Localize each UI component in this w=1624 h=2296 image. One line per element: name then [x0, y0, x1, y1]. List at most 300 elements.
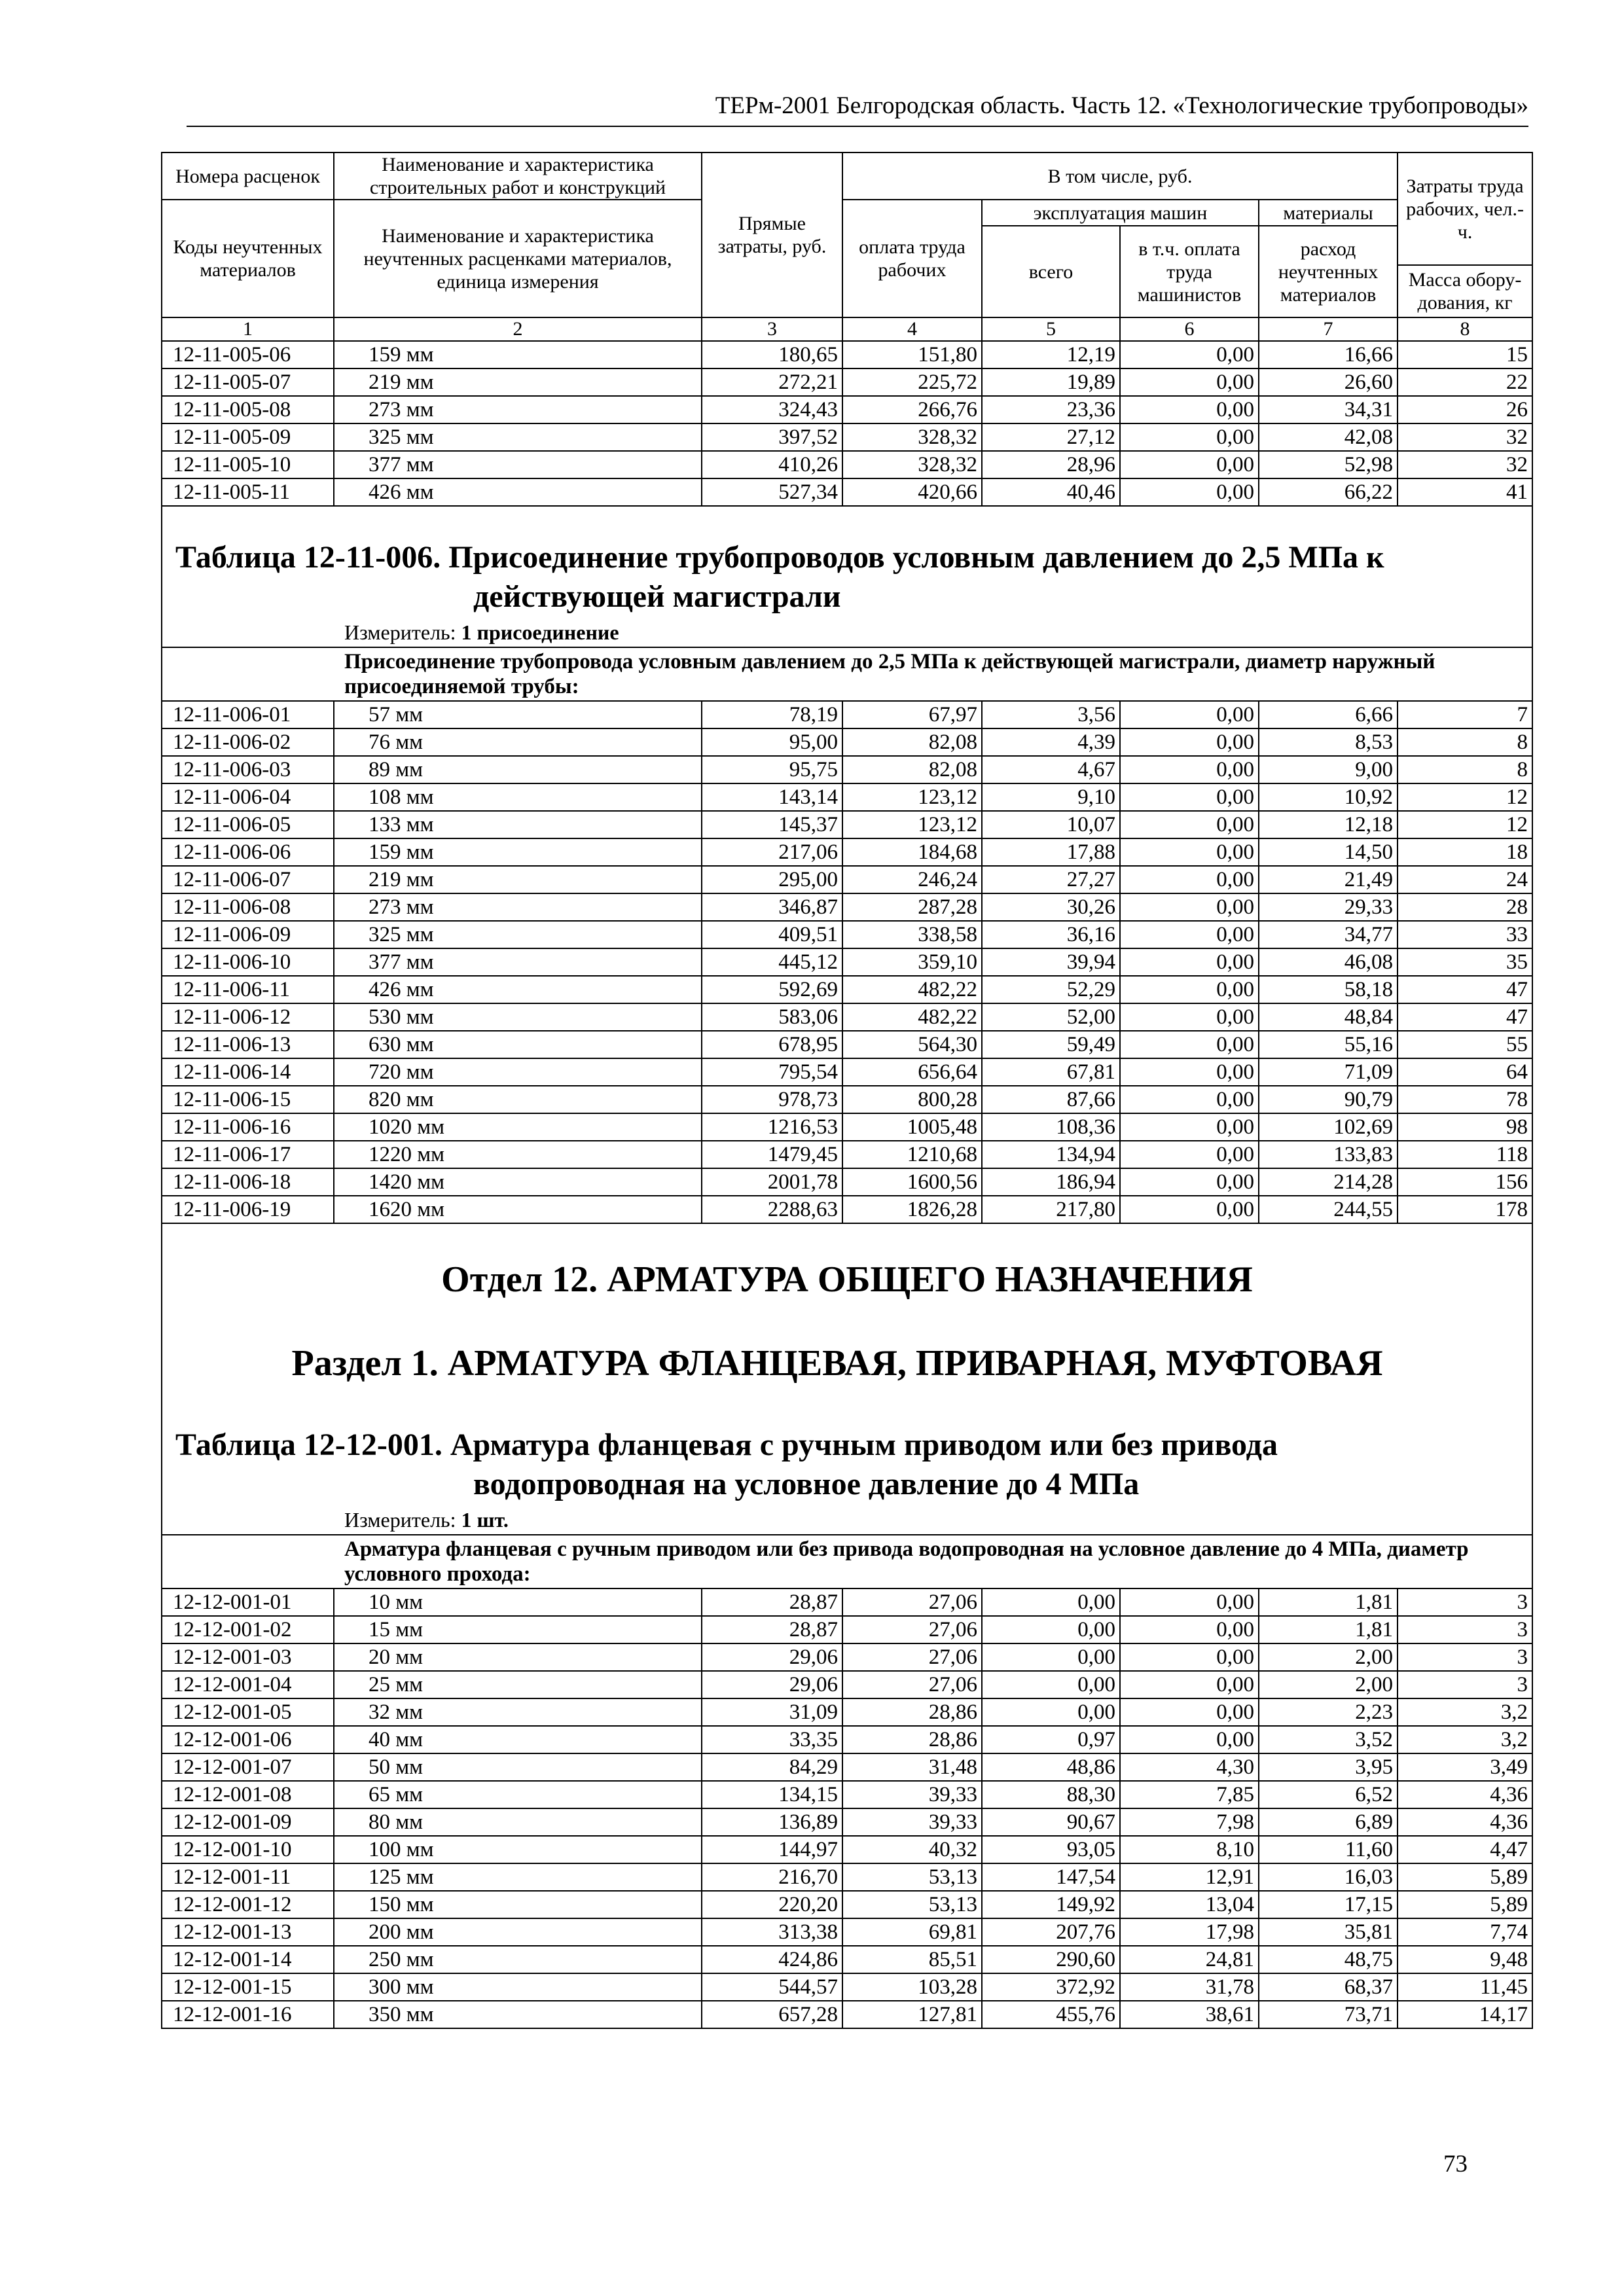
- machinists-pay-cell: 0,00: [1120, 1588, 1259, 1616]
- col-direct-costs-header: Прямые затраты, руб.: [702, 152, 842, 317]
- machinists-pay-cell: 0,00: [1120, 451, 1259, 478]
- rate-code-cell: 12-12-001-13: [162, 1918, 334, 1946]
- table-row: [162, 1643, 1532, 1671]
- labor-or-mass-cell: 4,36: [1398, 1808, 1532, 1836]
- labor-pay-cell: 40,32: [842, 1836, 982, 1863]
- labor-or-mass-cell: 3: [1398, 1588, 1532, 1616]
- machinists-pay-cell: 0,00: [1120, 976, 1259, 1003]
- rate-code-cell: 12-12-001-06: [162, 1726, 334, 1753]
- machinists-pay-cell: 0,00: [1120, 1671, 1259, 1698]
- rate-code-cell: 12-12-001-12: [162, 1891, 334, 1918]
- labor-pay-cell: 800,28: [842, 1086, 982, 1113]
- rate-name-cell: 377 мм: [334, 948, 702, 976]
- rate-name-cell: 65 мм: [334, 1781, 702, 1808]
- machinists-pay-cell: 7,85: [1120, 1781, 1259, 1808]
- table-row: [162, 1168, 1532, 1196]
- materials-cell: 71,09: [1259, 1058, 1398, 1086]
- machinists-pay-cell: 13,04: [1120, 1891, 1259, 1918]
- machines-total-cell: 134,94: [982, 1141, 1120, 1168]
- rate-code-cell: 12-11-005-07: [162, 368, 334, 396]
- rate-code-cell: 12-12-001-03: [162, 1643, 334, 1671]
- table-row: [162, 2001, 1532, 2028]
- rate-code-cell: 12-11-006-11: [162, 976, 334, 1003]
- labor-or-mass-cell: 3: [1398, 1616, 1532, 1643]
- rate-name-cell: 10 мм: [334, 1588, 702, 1616]
- direct-costs-cell: 143,14: [702, 783, 842, 811]
- labor-pay-cell: 28,86: [842, 1726, 982, 1753]
- table-row: [162, 368, 1532, 396]
- machinists-pay-cell: 0,00: [1120, 368, 1259, 396]
- rate-name-cell: 40 мм: [334, 1726, 702, 1753]
- rate-name-cell: 20 мм: [334, 1643, 702, 1671]
- direct-costs-cell: 313,38: [702, 1918, 842, 1946]
- materials-cell: 133,83: [1259, 1141, 1398, 1168]
- machines-total-cell: 4,67: [982, 756, 1120, 783]
- direct-costs-cell: 295,00: [702, 866, 842, 893]
- machines-total-cell: 217,80: [982, 1196, 1120, 1223]
- direct-costs-cell: 134,15: [702, 1781, 842, 1808]
- rate-name-cell: 1220 мм: [334, 1141, 702, 1168]
- direct-costs-cell: 272,21: [702, 368, 842, 396]
- materials-cell: 11,60: [1259, 1836, 1398, 1863]
- machinists-pay-cell: 0,00: [1120, 838, 1259, 866]
- rate-name-cell: 300 мм: [334, 1973, 702, 2001]
- rate-code-cell: 12-11-006-16: [162, 1113, 334, 1141]
- table-row: [162, 1031, 1532, 1058]
- machinists-pay-cell: 0,00: [1120, 1196, 1259, 1223]
- rows-12-11-005: [162, 341, 1532, 506]
- machinists-pay-cell: 0,00: [1120, 866, 1259, 893]
- machines-total-cell: 455,76: [982, 2001, 1120, 2028]
- rate-code-cell: 12-11-006-03: [162, 756, 334, 783]
- rate-code-cell: 12-11-006-18: [162, 1168, 334, 1196]
- materials-cell: 52,98: [1259, 451, 1398, 478]
- machines-total-cell: 23,36: [982, 396, 1120, 423]
- machinists-pay-cell: 0,00: [1120, 396, 1259, 423]
- labor-or-mass-cell: 7,74: [1398, 1918, 1532, 1946]
- machines-total-cell: 290,60: [982, 1946, 1120, 1973]
- direct-costs-cell: 29,06: [702, 1643, 842, 1671]
- machines-total-cell: 36,16: [982, 921, 1120, 948]
- materials-cell: 34,77: [1259, 921, 1398, 948]
- labor-pay-cell: 656,64: [842, 1058, 982, 1086]
- col-work-name-header: Наименование и характеристика строительных работ и конструкций: [334, 152, 702, 200]
- machinists-pay-cell: 0,00: [1120, 1616, 1259, 1643]
- table-row: [162, 838, 1532, 866]
- labor-pay-cell: 27,06: [842, 1643, 982, 1671]
- table-row: [162, 1588, 1532, 1616]
- column-number: 1: [162, 317, 334, 341]
- table-row: [162, 921, 1532, 948]
- table-12-11-006-heading: [162, 506, 1532, 701]
- labor-or-mass-cell: 3,49: [1398, 1753, 1532, 1781]
- labor-pay-cell: 103,28: [842, 1973, 982, 2001]
- col-materials-consumption-header: расход неучтенных материалов: [1259, 226, 1398, 317]
- labor-or-mass-cell: 32: [1398, 423, 1532, 451]
- machinists-pay-cell: 0,00: [1120, 948, 1259, 976]
- group-description: Присоединение трубопровода условным давлением до 2,5 МПа к действующей магистрали, диаметр наружный присоединяемой трубы:: [162, 647, 1532, 701]
- table-row: [162, 1891, 1532, 1918]
- table-row: [162, 1726, 1532, 1753]
- rate-name-cell: 108 мм: [334, 783, 702, 811]
- rate-name-cell: 250 мм: [334, 1946, 702, 1973]
- rate-name-cell: 15 мм: [334, 1616, 702, 1643]
- labor-or-mass-cell: 26: [1398, 396, 1532, 423]
- rate-name-cell: 530 мм: [334, 1003, 702, 1031]
- labor-or-mass-cell: 47: [1398, 976, 1532, 1003]
- table-row: [162, 1918, 1532, 1946]
- materials-cell: 3,95: [1259, 1753, 1398, 1781]
- machinists-pay-cell: 24,81: [1120, 1946, 1259, 1973]
- machines-total-cell: 12,19: [982, 341, 1120, 368]
- materials-cell: 1,81: [1259, 1588, 1398, 1616]
- group-description: Арматура фланцевая с ручным приводом или без привода водопроводная на условное давление до 4 МПа, диаметр условного прохода:: [162, 1535, 1532, 1588]
- machines-total-cell: 19,89: [982, 368, 1120, 396]
- rate-code-cell: 12-12-001-04: [162, 1671, 334, 1698]
- col-rate-numbers-header: Номера расценок: [162, 152, 334, 200]
- rate-name-cell: 325 мм: [334, 921, 702, 948]
- machinists-pay-cell: 0,00: [1120, 1031, 1259, 1058]
- direct-costs-cell: 583,06: [702, 1003, 842, 1031]
- machines-total-cell: 149,92: [982, 1891, 1120, 1918]
- department-title: Отдел 12. АРМАТУРА ОБЩЕГО НАЗНАЧЕНИЯ: [441, 1259, 1253, 1300]
- machinists-pay-cell: 0,00: [1120, 701, 1259, 728]
- rate-code-cell: 12-11-005-06: [162, 341, 334, 368]
- direct-costs-cell: 1216,53: [702, 1113, 842, 1141]
- machines-total-cell: 186,94: [982, 1168, 1120, 1196]
- rate-name-cell: 219 мм: [334, 368, 702, 396]
- labor-or-mass-cell: 12: [1398, 811, 1532, 838]
- labor-or-mass-cell: 7: [1398, 701, 1532, 728]
- table-title-line2: действующей магистрали: [473, 579, 841, 614]
- materials-cell: 73,71: [1259, 2001, 1398, 2028]
- labor-or-mass-cell: 3,2: [1398, 1726, 1532, 1753]
- labor-pay-cell: 123,12: [842, 811, 982, 838]
- materials-cell: 66,22: [1259, 478, 1398, 506]
- measure-label: Измеритель:: [344, 1508, 456, 1532]
- materials-cell: 34,31: [1259, 396, 1398, 423]
- direct-costs-cell: 409,51: [702, 921, 842, 948]
- labor-pay-cell: 287,28: [842, 893, 982, 921]
- machines-total-cell: 87,66: [982, 1086, 1120, 1113]
- labor-or-mass-cell: 156: [1398, 1168, 1532, 1196]
- machines-total-cell: 93,05: [982, 1836, 1120, 1863]
- labor-pay-cell: 359,10: [842, 948, 982, 976]
- labor-pay-cell: 1600,56: [842, 1168, 982, 1196]
- machines-total-cell: 10,07: [982, 811, 1120, 838]
- labor-or-mass-cell: 22: [1398, 368, 1532, 396]
- machinists-pay-cell: 31,78: [1120, 1973, 1259, 2001]
- table-row: [162, 1753, 1532, 1781]
- labor-pay-cell: 123,12: [842, 783, 982, 811]
- machines-total-cell: 90,67: [982, 1808, 1120, 1836]
- table-row: [162, 341, 1532, 368]
- labor-or-mass-cell: 55: [1398, 1031, 1532, 1058]
- rate-name-cell: 426 мм: [334, 478, 702, 506]
- labor-pay-cell: 1005,48: [842, 1113, 982, 1141]
- labor-pay-cell: 85,51: [842, 1946, 982, 1973]
- labor-pay-cell: 53,13: [842, 1863, 982, 1891]
- labor-or-mass-cell: 5,89: [1398, 1863, 1532, 1891]
- rates-table-frame: [161, 152, 1532, 2029]
- machines-total-cell: 207,76: [982, 1918, 1120, 1946]
- labor-pay-cell: 482,22: [842, 1003, 982, 1031]
- rate-name-cell: 200 мм: [334, 1918, 702, 1946]
- table-row: [162, 1003, 1532, 1031]
- table-row: [162, 396, 1532, 423]
- labor-or-mass-cell: 14,17: [1398, 2001, 1532, 2028]
- rate-name-cell: 159 мм: [334, 838, 702, 866]
- machines-total-cell: 39,94: [982, 948, 1120, 976]
- machinists-pay-cell: 0,00: [1120, 1113, 1259, 1141]
- machinists-pay-cell: 0,00: [1120, 478, 1259, 506]
- rate-code-cell: 12-11-005-08: [162, 396, 334, 423]
- machines-total-cell: 9,10: [982, 783, 1120, 811]
- materials-cell: 16,03: [1259, 1863, 1398, 1891]
- materials-cell: 55,16: [1259, 1031, 1398, 1058]
- rate-code-cell: 12-11-006-10: [162, 948, 334, 976]
- machinists-pay-cell: 0,00: [1120, 756, 1259, 783]
- rows-12-11-006: [162, 701, 1532, 1223]
- direct-costs-cell: 424,86: [702, 1946, 842, 1973]
- labor-pay-cell: 225,72: [842, 368, 982, 396]
- materials-cell: 48,84: [1259, 1003, 1398, 1031]
- labor-or-mass-cell: 15: [1398, 341, 1532, 368]
- rate-code-cell: 12-11-006-02: [162, 728, 334, 756]
- rate-code-cell: 12-11-005-10: [162, 451, 334, 478]
- labor-or-mass-cell: 33: [1398, 921, 1532, 948]
- rate-name-cell: 25 мм: [334, 1671, 702, 1698]
- rate-code-cell: 12-11-006-07: [162, 866, 334, 893]
- materials-cell: 9,00: [1259, 756, 1398, 783]
- machines-total-cell: 30,26: [982, 893, 1120, 921]
- machinists-pay-cell: 0,00: [1120, 1726, 1259, 1753]
- materials-cell: 29,33: [1259, 893, 1398, 921]
- table-row: [162, 811, 1532, 838]
- direct-costs-cell: 78,19: [702, 701, 842, 728]
- table-row: [162, 893, 1532, 921]
- machines-total-cell: 27,27: [982, 866, 1120, 893]
- materials-cell: 21,49: [1259, 866, 1398, 893]
- labor-or-mass-cell: 8: [1398, 728, 1532, 756]
- labor-or-mass-cell: 4,47: [1398, 1836, 1532, 1863]
- machines-total-cell: 27,12: [982, 423, 1120, 451]
- rates-table: [161, 152, 1533, 2029]
- labor-or-mass-cell: 3,2: [1398, 1698, 1532, 1726]
- machinists-pay-cell: 38,61: [1120, 2001, 1259, 2028]
- materials-cell: 6,52: [1259, 1781, 1398, 1808]
- table-row: [162, 478, 1532, 506]
- table-row: [162, 1113, 1532, 1141]
- labor-pay-cell: 39,33: [842, 1808, 982, 1836]
- table-row: [162, 1058, 1532, 1086]
- labor-or-mass-cell: 8: [1398, 756, 1532, 783]
- materials-cell: 2,00: [1259, 1671, 1398, 1698]
- rate-name-cell: 32 мм: [334, 1698, 702, 1726]
- table-row: [162, 1808, 1532, 1836]
- direct-costs-cell: 28,87: [702, 1616, 842, 1643]
- table-row: [162, 1698, 1532, 1726]
- rate-code-cell: 12-11-006-13: [162, 1031, 334, 1058]
- materials-header: материалы: [1259, 200, 1398, 226]
- rate-code-cell: 12-12-001-01: [162, 1588, 334, 1616]
- machines-total-cell: 0,00: [982, 1588, 1120, 1616]
- direct-costs-cell: 795,54: [702, 1058, 842, 1086]
- materials-cell: 2,00: [1259, 1643, 1398, 1671]
- direct-costs-cell: 95,75: [702, 756, 842, 783]
- rate-code-cell: 12-12-001-07: [162, 1753, 334, 1781]
- machines-total-cell: 0,97: [982, 1726, 1120, 1753]
- column-number: 5: [982, 317, 1120, 341]
- table-row: [162, 976, 1532, 1003]
- measure-unit: [162, 1504, 1532, 1534]
- labor-or-mass-cell: 41: [1398, 478, 1532, 506]
- labor-pay-cell: 27,06: [842, 1671, 982, 1698]
- table-row: [162, 948, 1532, 976]
- rate-name-cell: 150 мм: [334, 1891, 702, 1918]
- machines-total-cell: 4,39: [982, 728, 1120, 756]
- rate-code-cell: 12-11-006-14: [162, 1058, 334, 1086]
- column-numbers-row: [162, 317, 1532, 341]
- machinists-pay-cell: 0,00: [1120, 423, 1259, 451]
- rate-name-cell: 720 мм: [334, 1058, 702, 1086]
- machinists-pay-cell: 0,00: [1120, 893, 1259, 921]
- rate-code-cell: 12-11-006-17: [162, 1141, 334, 1168]
- labor-pay-cell: 338,58: [842, 921, 982, 948]
- machines-total-cell: 88,30: [982, 1781, 1120, 1808]
- direct-costs-cell: 29,06: [702, 1671, 842, 1698]
- materials-cell: 16,66: [1259, 341, 1398, 368]
- direct-costs-cell: 1479,45: [702, 1141, 842, 1168]
- rate-name-cell: 377 мм: [334, 451, 702, 478]
- direct-costs-cell: 592,69: [702, 976, 842, 1003]
- table-row: [162, 1671, 1532, 1698]
- machines-total-cell: 28,96: [982, 451, 1120, 478]
- rate-code-cell: 12-11-006-01: [162, 701, 334, 728]
- direct-costs-cell: 2288,63: [702, 1196, 842, 1223]
- labor-pay-cell: 266,76: [842, 396, 982, 423]
- rate-name-cell: 76 мм: [334, 728, 702, 756]
- machines-total-cell: 0,00: [982, 1643, 1120, 1671]
- labor-pay-cell: 82,08: [842, 756, 982, 783]
- labor-pay-cell: 82,08: [842, 728, 982, 756]
- machinists-pay-cell: 0,00: [1120, 341, 1259, 368]
- labor-or-mass-cell: 24: [1398, 866, 1532, 893]
- measure-unit: [162, 617, 1532, 647]
- direct-costs-cell: 84,29: [702, 1753, 842, 1781]
- materials-cell: 1,81: [1259, 1616, 1398, 1643]
- rate-code-cell: 12-11-006-05: [162, 811, 334, 838]
- machines-total-cell: 108,36: [982, 1113, 1120, 1141]
- table-row: [162, 1973, 1532, 2001]
- rate-code-cell: 12-11-006-08: [162, 893, 334, 921]
- machines-total-cell: 17,88: [982, 838, 1120, 866]
- rate-name-cell: 630 мм: [334, 1031, 702, 1058]
- direct-costs-cell: 397,52: [702, 423, 842, 451]
- table-row: [162, 1196, 1532, 1223]
- table-row: [162, 783, 1532, 811]
- direct-costs-cell: 657,28: [702, 2001, 842, 2028]
- direct-costs-cell: 324,43: [702, 396, 842, 423]
- column-number: 8: [1398, 317, 1532, 341]
- rate-name-cell: 273 мм: [334, 893, 702, 921]
- table-row: [162, 756, 1532, 783]
- labor-or-mass-cell: 118: [1398, 1141, 1532, 1168]
- col-labor-pay-header: оплата труда рабочих: [842, 200, 982, 317]
- table-title: [162, 1386, 1532, 1504]
- direct-costs-cell: 527,34: [702, 478, 842, 506]
- rate-code-cell: 12-11-006-19: [162, 1196, 334, 1223]
- col-material-codes-header: Коды неучтенных материалов: [162, 200, 334, 317]
- labor-pay-cell: 246,24: [842, 866, 982, 893]
- measure-label: Измеритель:: [344, 620, 456, 644]
- table-head: [162, 152, 1532, 341]
- direct-costs-cell: 220,20: [702, 1891, 842, 1918]
- direct-costs-cell: 28,87: [702, 1588, 842, 1616]
- machines-total-cell: 48,86: [982, 1753, 1120, 1781]
- direct-costs-cell: 144,97: [702, 1836, 842, 1863]
- measure-value: 1 присоединение: [461, 620, 619, 644]
- table-row: [162, 451, 1532, 478]
- machinists-pay-cell: 17,98: [1120, 1918, 1259, 1946]
- machinists-pay-cell: 4,30: [1120, 1753, 1259, 1781]
- column-number: 3: [702, 317, 842, 341]
- machines-total-cell: 52,29: [982, 976, 1120, 1003]
- rate-code-cell: 12-11-006-12: [162, 1003, 334, 1031]
- machinists-pay-cell: 0,00: [1120, 1698, 1259, 1726]
- machinists-pay-cell: 7,98: [1120, 1808, 1259, 1836]
- machines-total-cell: 372,92: [982, 1973, 1120, 2001]
- rate-name-cell: 325 мм: [334, 423, 702, 451]
- page-number: 73: [1443, 2151, 1468, 2178]
- rate-name-cell: 1420 мм: [334, 1168, 702, 1196]
- rate-name-cell: 89 мм: [334, 756, 702, 783]
- materials-cell: 35,81: [1259, 1918, 1398, 1946]
- labor-pay-cell: 151,80: [842, 341, 982, 368]
- column-number: 7: [1259, 317, 1398, 341]
- table-row: [162, 1616, 1532, 1643]
- col-material-name-header: Наименование и характеристика неучтенных расценками материалов, единица измерения: [334, 200, 702, 317]
- table-row: [162, 1141, 1532, 1168]
- machines-total-cell: 59,49: [982, 1031, 1120, 1058]
- labor-or-mass-cell: 3: [1398, 1671, 1532, 1698]
- rate-code-cell: 12-11-006-09: [162, 921, 334, 948]
- labor-or-mass-cell: 64: [1398, 1058, 1532, 1086]
- rate-name-cell: 57 мм: [334, 701, 702, 728]
- table-title-line1: Таблица 12-12-001. Арматура фланцевая с ручным приводом или без привода: [175, 1427, 1278, 1462]
- rate-name-cell: 273 мм: [334, 396, 702, 423]
- materials-cell: 10,92: [1259, 783, 1398, 811]
- table-row: [162, 1836, 1532, 1863]
- including-header: В том числе, руб.: [842, 152, 1398, 200]
- materials-cell: 244,55: [1259, 1196, 1398, 1223]
- materials-cell: 68,37: [1259, 1973, 1398, 2001]
- rate-name-cell: 125 мм: [334, 1863, 702, 1891]
- labor-pay-cell: 1826,28: [842, 1196, 982, 1223]
- direct-costs-cell: 678,95: [702, 1031, 842, 1058]
- column-number: 2: [334, 317, 702, 341]
- direct-costs-cell: 31,09: [702, 1698, 842, 1726]
- machines-total-cell: 3,56: [982, 701, 1120, 728]
- materials-cell: 12,18: [1259, 811, 1398, 838]
- machinists-pay-cell: 0,00: [1120, 1086, 1259, 1113]
- table-row: [162, 1781, 1532, 1808]
- direct-costs-cell: 445,12: [702, 948, 842, 976]
- col-labor-cost-header: Затраты труда рабочих, чел.-ч.: [1398, 152, 1532, 265]
- labor-or-mass-cell: 3: [1398, 1643, 1532, 1671]
- machinists-pay-cell: 0,00: [1120, 921, 1259, 948]
- direct-costs-cell: 145,37: [702, 811, 842, 838]
